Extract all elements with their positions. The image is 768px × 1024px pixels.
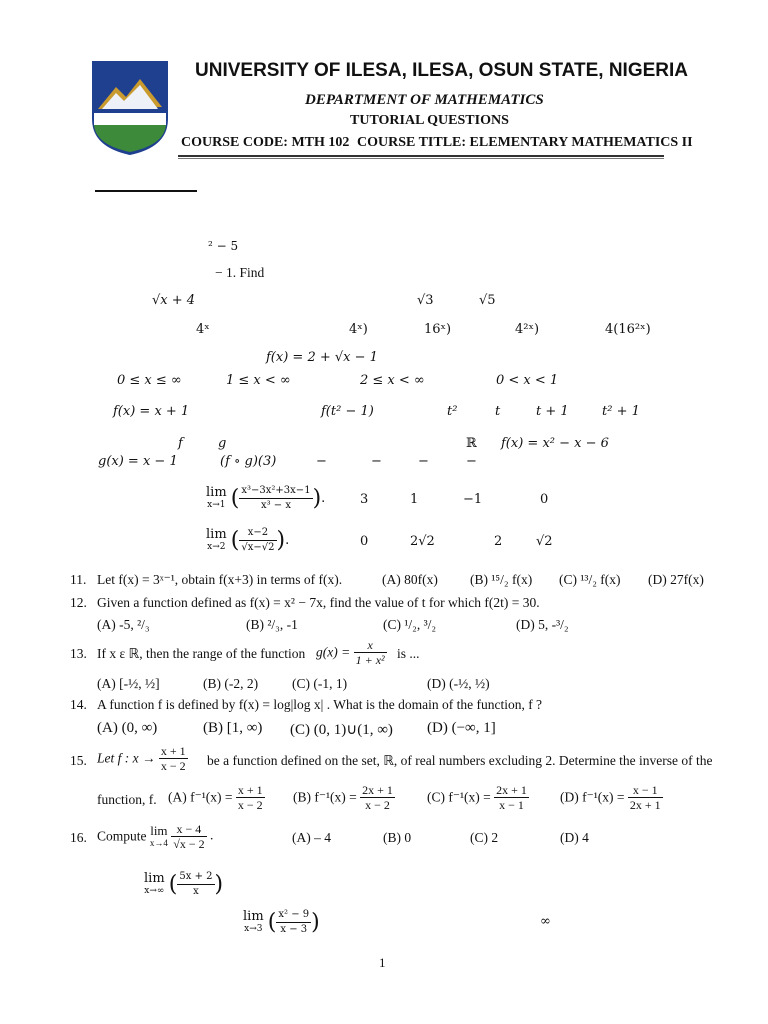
fragment-fx-sqrt: f(x) = 2 + √x − 1 <box>266 350 378 365</box>
question-12-text: Given a function defined as f(x) = x² − 7x, find the value of t for which f(2t) = 30. <box>97 595 540 610</box>
fragment-sqrt5: √5 <box>479 293 496 308</box>
question-15-mapping: Let f : x → $\frac{x + 1}{x - 2}$ <box>97 744 186 773</box>
question-13-option-d: (D) (-½, ½) <box>427 676 490 691</box>
fragment-range-a: 0 ≤ x ≤ ∞ <box>117 373 182 388</box>
fragment-42x: 4²ˣ) <box>515 322 540 337</box>
question-15-number: 15. <box>70 753 87 768</box>
fragment-reals: ℝ <box>466 436 477 451</box>
limit-1-option-c: −1 <box>463 492 483 507</box>
question-15-option-b: (B) f⁻¹(x) = $\frac{2x + 1}{x - 2}$ <box>293 783 393 812</box>
question-13-text: If x ε ℝ, then the range of the function <box>97 646 306 661</box>
limit-2-option-a: 0 <box>360 534 369 549</box>
question-13-number: 13. <box>70 646 87 661</box>
question-14-text: A function f is defined by f(x) = log|log x| . What is the domain of the function, f ? <box>97 697 543 712</box>
question-11-option-c: (C) ¹³/₂ f(x) <box>559 572 621 587</box>
limit-2-option-d: √2 <box>536 534 553 549</box>
fragment-4x-paren: 4ˣ) <box>349 322 368 337</box>
question-11-number: 11. <box>70 572 87 587</box>
question-14-option-c: (C) (0, 1)∪(1, ∞) <box>290 722 393 738</box>
question-13-option-b: (B) (-2, 2) <box>203 676 259 691</box>
question-16-number: 16. <box>70 830 87 845</box>
fragment-t2-plus-1: t² + 1 <box>602 404 640 419</box>
question-12-option-d: (D) 5, -³/₂ <box>516 617 569 632</box>
fragment-range-d: 0 < x < 1 <box>496 373 559 388</box>
question-13-function: g(x) = $\frac{x}{\text{1 + x²}}$ <box>316 638 385 667</box>
department-name: DEPARTMENT OF MATHEMATICS <box>305 92 544 108</box>
fragment-gx: g(x) = x − 1 <box>98 454 178 469</box>
question-14-option-d: (D) (−∞, 1] <box>427 720 496 736</box>
limit-4-expression: lim x→3 ( $\frac{\text{x² − 9}}{x - 3}$ ) <box>243 908 320 935</box>
question-15-option-d: (D) f⁻¹(x) = $\frac{x - 1}{2x + 1}$ <box>560 783 661 812</box>
question-12-number: 12. <box>70 595 87 610</box>
question-15-text: be a function defined on the set, ℝ, of real numbers excluding 2. Determine the inverse of the <box>207 753 713 768</box>
infinity-symbol: ∞ <box>540 914 551 929</box>
question-16-option-b: (B) 0 <box>383 830 412 845</box>
question-12-option-a: (A) -5, ²/₃ <box>97 617 150 632</box>
fragment-dash-3: − <box>418 454 429 469</box>
fragment-sqrt3: √3 <box>417 293 434 308</box>
header-rule <box>178 155 664 157</box>
fragment-t2: t² <box>447 404 458 419</box>
limit-1-option-a: 3 <box>360 492 369 507</box>
question-15-option-c: (C) f⁻¹(x) = $\frac{2x + 1}{x - 1}$ <box>427 783 527 812</box>
limit-2-option-b: 2√2 <box>410 534 435 549</box>
course-title: COURSE TITLE: ELEMENTARY MATHEMATICS II <box>357 135 693 150</box>
university-name: UNIVERSITY OF ILESA, ILESA, OSUN STATE, NIGERIA <box>195 60 688 81</box>
question-15-option-a: (A) f⁻¹(x) = $\frac{x + 1}{x - 2}$ <box>168 783 263 812</box>
limit-3-expression: lim x→∞ ( $\frac{5x + 2}{x}$ ) <box>144 870 224 897</box>
university-logo <box>90 57 170 157</box>
course-code: COURSE CODE: MTH 102 <box>181 135 350 150</box>
fragment-4-16-2x: 4(16²ˣ) <box>605 322 651 337</box>
fragment-range-b: 1 ≤ x < ∞ <box>226 373 291 388</box>
header-rule-thin <box>178 158 664 159</box>
page-number: 1 <box>379 955 386 970</box>
fragment-4x: 4ˣ <box>196 322 210 337</box>
fragment-fx-quad: f(x) = x² − x − 6 <box>501 436 609 451</box>
fragment-g: g <box>218 436 227 451</box>
fragment-f: f <box>178 436 183 451</box>
fragment-fog3: (f ∘ g)(3) <box>220 454 277 469</box>
fragment-f-t2: f(t² − 1) <box>321 404 374 419</box>
question-11-text: Let f(x) = 3ˣ⁻¹, obtain f(x+3) in terms of f(x). <box>97 572 343 587</box>
limit-1-expression: lim x→1 ( $\frac{\text{x³−3x²+3x−1}}{\text{x³ − x}}$ ). <box>206 484 326 511</box>
fragment-dash-1: − <box>316 454 327 469</box>
tutorial-heading: TUTORIAL QUESTIONS <box>350 113 509 128</box>
question-16-option-c: (C) 2 <box>470 830 499 845</box>
limit-1-option-b: 1 <box>410 492 419 507</box>
fragment-t: t <box>495 404 501 419</box>
question-11-option-b: (B) ¹⁵/₂ f(x) <box>470 572 533 587</box>
fragment-range-c: 2 ≤ x < ∞ <box>360 373 425 388</box>
limit-2-expression: lim x→2 ( $\frac{x-2}{√x-√2}$ ). <box>206 526 290 553</box>
question-11-option-a: (A) 80f(x) <box>382 572 438 587</box>
fragment-dash-4: − <box>466 454 477 469</box>
question-15-line2: function, f. <box>97 792 157 807</box>
question-16-expression: Compute lim x→4 $\frac{x - 4}{√x - 2}$ . <box>97 822 214 851</box>
question-12-option-c: (C) ¹/₂, ³/₂ <box>383 617 437 632</box>
question-14-option-a: (A) (0, ∞) <box>97 720 158 736</box>
fragment-2: − 1. Find <box>215 265 265 280</box>
fragment-t-plus-1: t + 1 <box>536 404 569 419</box>
limit-1-option-d: 0 <box>540 492 549 507</box>
question-13-tail: is ... <box>397 646 420 661</box>
question-13-option-a: (A) [-½, ½] <box>97 676 160 691</box>
fragment-dash-2: − <box>371 454 382 469</box>
limit-2-option-c: 2 <box>494 534 503 549</box>
question-14-option-b: (B) [1, ∞) <box>203 720 263 736</box>
fragment-1: ² − 5 <box>208 239 239 253</box>
question-14-number: 14. <box>70 697 87 712</box>
question-11-option-d: (D) 27f(x) <box>648 572 704 587</box>
fragment-16x: 16ˣ) <box>424 322 452 337</box>
question-12-option-b: (B) ²/₃, -1 <box>246 617 298 632</box>
section-underline <box>95 190 197 192</box>
fragment-fx-x1: f(x) = x + 1 <box>113 404 190 419</box>
question-16-option-d: (D) 4 <box>560 830 589 845</box>
question-13-option-c: (C) (-1, 1) <box>292 676 348 691</box>
question-16-option-a: (A) – 4 <box>292 830 331 845</box>
fragment-sqrt-x4: √x + 4 <box>152 293 196 308</box>
